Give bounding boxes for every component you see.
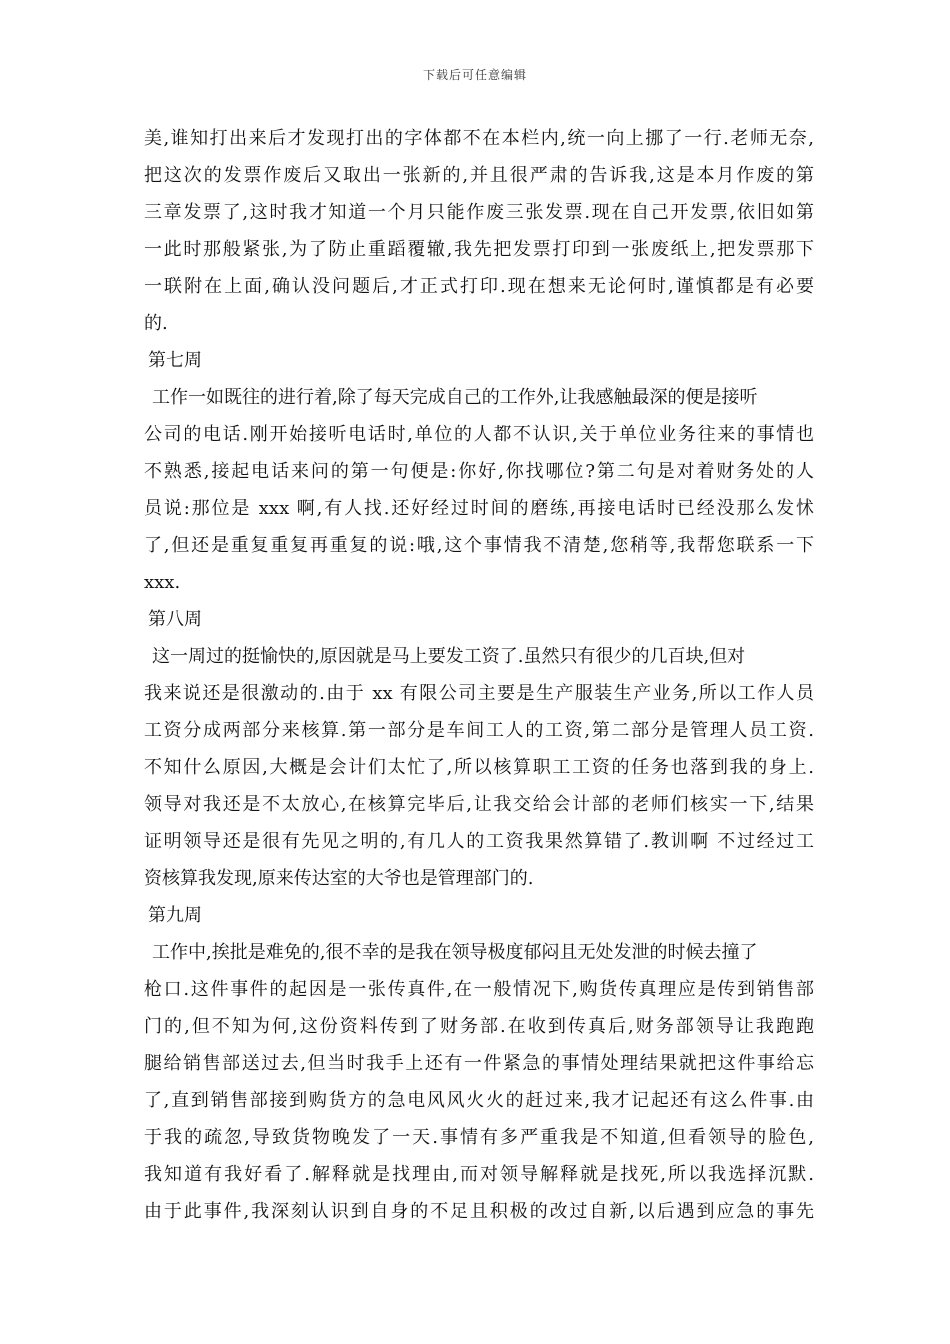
text-line: 美,谁知打出来后才发现打出的字体都不在本栏内,统一向上挪了一行.老师无奈, [144,128,814,149]
document-body [144,120,814,1230]
text-line: xxx. [144,572,181,593]
text-line: 领导对我还是不太放心,在核算完毕后,让我交给会计部的老师们核实一下,结果 [144,794,814,815]
section-heading: 第七周 [148,350,202,371]
text-line: 把这次的发票作废后又取出一张新的,并且很严肃的告诉我,这是本月作废的第 [144,165,814,186]
text-line: 腿给销售部送过去,但当时我手上还有一件紧急的事情处理结果就把这件事给忘 [144,1053,814,1074]
text-line: 由于此事件,我深刻认识到自身的不足且积极的改过自新,以后遇到应急的事先 [144,1201,814,1222]
text-line: 工资分成两部分来核算.第一部分是车间工人的工资,第二部分是管理人员工资. [144,720,814,741]
page-header: 下载后可任意编辑 [422,68,527,82]
text-line: 我知道有我好看了.解释就是找理由,而对领导解释就是找死,所以我选择沉默. [144,1164,814,1185]
text-line: 了,直到销售部接到购货方的急电风风火火的赶过来,我才记起还有这么件事.由 [144,1090,814,1111]
text-line: 枪口.这件事件的起因是一张传真件,在一般情况下,购货传真理应是传到销售部 [144,979,814,1000]
text-line: 工作中,挨批是难免的,很不幸的是我在领导极度郁闷且无处发泄的时候去撞了 [152,942,758,963]
text-line: 这一周过的挺愉快的,原因就是马上要发工资了.虽然只有很少的几百块,但对 [152,646,746,667]
text-line: 我来说还是很激动的.由于 xx 有限公司主要是生产服装生产业务,所以工作人员 [144,683,814,704]
text-line: 一此时那般紧张,为了防止重蹈覆辙,我先把发票打印到一张废纸上,把发票那下 [144,239,814,260]
text-line: 了,但还是重复重复再重复的说:哦,这个事情我不清楚,您稍等,我帮您联系一下 [144,535,814,556]
section-heading: 第八周 [148,609,202,630]
text-line: 一联附在上面,确认没问题后,才正式打印.现在想来无论何时,谨慎都是有必要 [144,276,814,297]
text-line: 门的,但不知为何,这份资料传到了财务部.在收到传真后,财务部领导让我跑跑 [144,1016,814,1037]
text-line: 资核算我发现,原来传达室的大爷也是管理部门的. [144,868,534,889]
text-line: 公司的电话.刚开始接听电话时,单位的人都不认识,关于单位业务往来的事情也 [144,424,814,445]
text-line: 工作一如既往的进行着,除了每天完成自己的工作外,让我感触最深的便是接听 [152,387,758,408]
text-line: 三章发票了,这时我才知道一个月只能作废三张发票.现在自己开发票,依旧如第 [144,202,814,223]
text-line: 不熟悉,接起电话来问的第一句便是:你好,你找哪位?第二句是对着财务处的人 [144,461,814,482]
text-line: 证明领导还是很有先见之明的,有几人的工资我果然算错了.教训啊 不过经过工 [144,831,814,852]
text-line: 于我的疏忽,导致货物晚发了一天.事情有多严重我是不知道,但看领导的脸色, [144,1127,814,1148]
text-line: 员说:那位是 xxx 啊,有人找.还好经过时间的磨练,再接电话时已经没那么发怵 [144,498,814,519]
text-line: 的. [144,313,168,334]
section-heading: 第九周 [148,905,202,926]
text-line: 不知什么原因,大概是会计们太忙了,所以核算职工工资的任务也落到我的身上. [144,757,814,778]
